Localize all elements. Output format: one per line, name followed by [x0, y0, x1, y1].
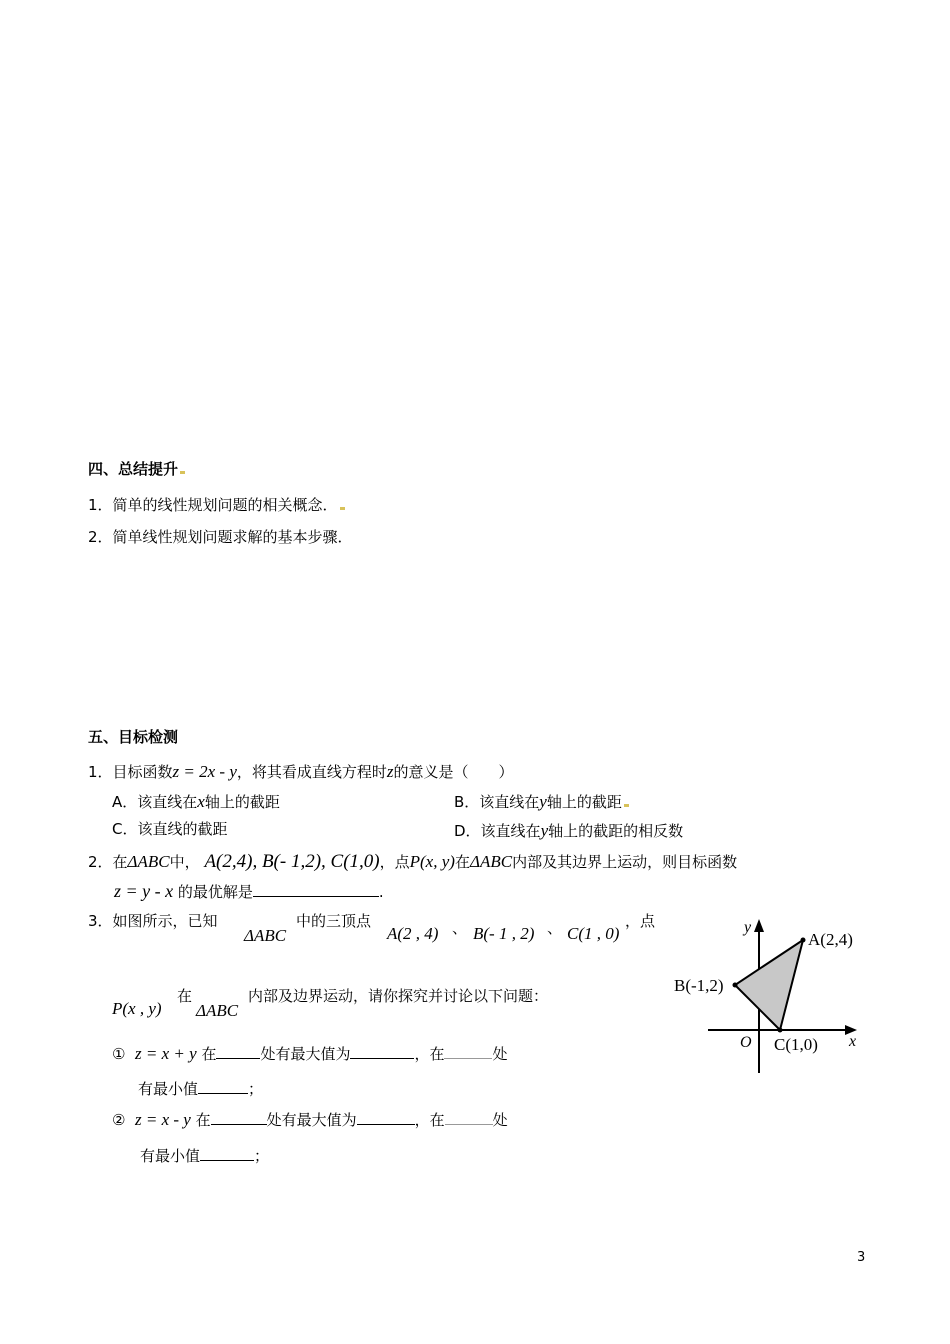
vertex-b [733, 983, 738, 988]
q3-end: ，点 [625, 912, 656, 930]
q1-formula: z = 2x - y [172, 762, 237, 781]
q3-at: 在 [177, 987, 193, 1005]
section4-item1: 1．简单的线性规划问题的相关概念． [88, 498, 345, 513]
q1-option-b: B．该直线在y轴上的截距 [454, 793, 629, 810]
q3-triangle2: ΔABC [196, 1001, 239, 1020]
q2-stem: 2．在ΔABC中， A(2,4), B(- 1,2), C(1,0)，点P(x, y)在ΔABC内部及其边界上运动，则目标函数 [88, 851, 738, 872]
q3-sub1-blank1[interactable] [216, 1046, 260, 1059]
label-b: B(-1,2) [674, 976, 724, 995]
vertex-a [801, 938, 806, 943]
q3-sub2: ② z = x - y 在 处有最大值为 ，在 处 [112, 1110, 508, 1129]
origin-label: O [740, 1034, 752, 1051]
q3-triangle: ΔABC [244, 926, 287, 945]
q1-stem: 1．目标函数z = 2x - y，将其看成直线方程时z的意义是（ ） [88, 762, 514, 781]
vertex-c [778, 1028, 783, 1033]
triangle-figure [668, 910, 868, 1080]
q3-point-c: C(1 , 0) [567, 924, 620, 943]
section4-heading: 四、总结提升 [88, 462, 185, 477]
q3-point-p: P(x , y) [112, 999, 162, 1018]
x-axis-label: x [849, 1033, 857, 1050]
q2-answer-blank[interactable] [253, 884, 379, 897]
page-number: 3 [857, 1250, 866, 1265]
section4-item2: 2．简单线性规划问题求解的基本步骤． [88, 528, 353, 546]
q3-sub1-blank4[interactable] [198, 1081, 248, 1094]
label-c: C(1,0) [774, 1035, 818, 1054]
label-a: A(2,4) [808, 930, 853, 949]
q2-line2: z = y - x 的最优解是 . [114, 881, 384, 901]
q3-sub1-blank2[interactable] [350, 1046, 414, 1059]
q3-sub2-formula: z = x - y [135, 1110, 191, 1129]
q3-stem-prefix: 3．如图所示，已知 [88, 912, 218, 930]
q3-point-b: B(- 1 , 2) [473, 924, 535, 943]
section5-heading: 五、目标检测 [88, 728, 179, 746]
q3-sub1: ① z = x + y 在 处有最大值为 ，在 处 [112, 1044, 508, 1063]
q3-sub1-line2: 有最小值 ； [138, 1080, 264, 1098]
q3-sub1-blank3[interactable] [444, 1046, 492, 1059]
q3-sep1: 、 [452, 919, 468, 937]
q3-sub2-line2: 有最小值 ； [140, 1147, 270, 1165]
triangle-abc [735, 940, 803, 1030]
q3-sep2: 、 [547, 919, 563, 937]
q3-sub2-blank2[interactable] [357, 1112, 415, 1125]
q2-points: A(2,4), B(- 1,2), C(1,0) [204, 851, 380, 872]
y-axis-arrow-icon [754, 919, 764, 932]
q3-point-a: A(2 , 4) [387, 924, 439, 943]
q3-sub1-formula: z = x + y [135, 1044, 197, 1063]
q3-line2: 内部及边界运动，请你探究并讨论以下问题： [248, 987, 549, 1005]
y-axis-label: y [744, 919, 752, 936]
q1-option-d: D．该直线在y轴上的截距的相反数 [454, 821, 684, 840]
q1-option-a: A．该直线在x轴上的截距 [112, 792, 280, 811]
q3-sub2-blank4[interactable] [200, 1148, 254, 1161]
q1-option-c: C．该直线的截距 [112, 820, 228, 838]
q2-formula: z = y - x [114, 881, 174, 901]
q3-sub2-blank3[interactable] [445, 1112, 493, 1125]
q3-sub2-blank1[interactable] [211, 1112, 267, 1125]
q3-mid: 中的三顶点 [296, 912, 372, 930]
